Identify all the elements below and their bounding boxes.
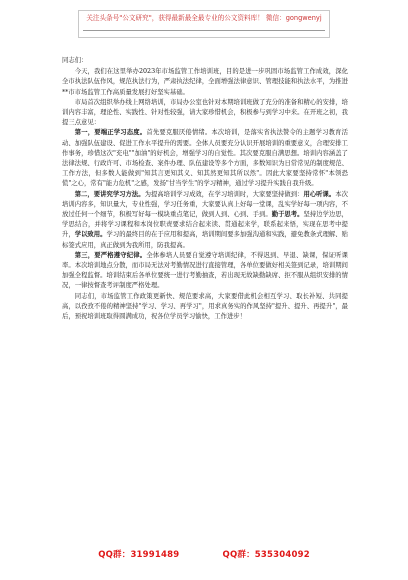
section-2-bold-2: 勤于思考。 (271, 211, 304, 219)
section-1-text: 首先要克服厌倦情绪。本次培训，是落实省执法赞令的主题学习教育活动、加强队伍建设、促进工作水平提升的需要。全体人员要充分认识开展培训的重要意义，合理安排工作事务，珍惜这次"充电""加油"的好机会，增强学习的自觉性。其次要克服自满思想。培训内容涵盖了法律法规、行政许可、市场检查、案件办理、队伍建设等多个方面，多数知识为日常常见的制度规范、工作方法，但多数人能做到"知其言更知其义、知其然更知其所以然"。因此大家要坚持常怀"本领恐慌"之心，常有"能力危机"之感，发扬"甘当学生"的学习精神，通过学习提升实践自我升级。 (62, 129, 348, 188)
section-3 (62, 251, 348, 292)
section-2-text-d: 学习的最终目的在于应用和提高，培训期间要多加强沟通和实践，避免教条式理解、贴标签式应用，真正做到为我所用，防我提高。 (62, 231, 348, 249)
footer (0, 548, 408, 562)
banner-rule (83, 30, 325, 31)
section-3-heading: 第三，要严格遵守纪律。 (74, 251, 147, 259)
footer-qq-right: QQ群：535304092 (222, 550, 310, 560)
top-banner (78, 10, 330, 38)
greeting: 同志们： (62, 57, 88, 64)
section-1-heading: 第一，要端正学习态度。 (74, 129, 147, 137)
section-3-text: 全体参培人员要自觉遵守培训纪律，不得迟到、早退、缺课，保证听课率。本次培训地点分散，而市局无法对考勤情况进行直接管理，各单位要做好相关签到记录，培训期间加强全程监督。培训结束后各单位要统一进行考勤抽查，若出现无故缺勤缺席、拒不服从组织安排的情况，一律按督查考评制度严格处理。 (62, 251, 348, 290)
document-body (62, 56, 348, 322)
section-2-heading: 第二，要讲究学习方法。 (74, 190, 145, 198)
section-1 (62, 128, 348, 189)
section-2-text-c: 坚持边学边思，学思结合，并将学习课程和本岗位职责要求结合起来读、贯通起来学，联系起来悟，实现在思考中提升， (62, 211, 348, 239)
section-2 (62, 190, 348, 251)
footer-qq-left: QQ群：31991489 (98, 550, 180, 560)
section-2-text-a: 为提高培训学习成效，在学习培训时，大家要坚持做到： (144, 190, 304, 198)
paragraph-intro: 今天，我们在这里举办2023年市场监管工作培训班，目的是进一步巩固市场监管工作成效，深化全市执法队伍作风，规范执法行为，严肃执法纪律，全面增强法律意识、管理技能和执法水平，为推进**市市场监管工作高质量发展打好坚实基础。 (62, 68, 348, 96)
banner-text: 关注头条号"公文研究"，获得最新最全最专业的公文资料库！ 微信：gongwenyj (86, 14, 322, 22)
section-2-text-b: 本次培训内容多，知识量大，专业性强，学习任务重，大家要认真上好每一堂课，乱实学好每一项内容，不放过任何一个细节，积极写好每一模块重点笔记，做到人到、心到、手到。 (62, 190, 348, 219)
paragraph-arrangement: 市局首次组织举办线上网络培训，市局办公室也针对本期培训班做了充分的准备和精心的安排，培训内容丰富，理论性、实践性、针对性较强，请大家珍惜机会，积极参与到学习中来。在开班之初，我提三点意见： (62, 98, 348, 127)
section-2-bold-3: 学以致用。 (74, 231, 107, 239)
paragraph-closing: 同志们，市场监管工作政策更新快、规范要求高，大家要借此机会相互学习、取长补短、共同提高，以孜孜不倦的精神坚持"学习、学习、再学习"，用求真务实的作风坚持"提升、提升、再提升"，最后，预祝培训班取得圆满成功，祝各位学员学习愉快，工作进步！ (62, 292, 348, 321)
section-2-bold-1: 用心听课。 (303, 190, 336, 198)
